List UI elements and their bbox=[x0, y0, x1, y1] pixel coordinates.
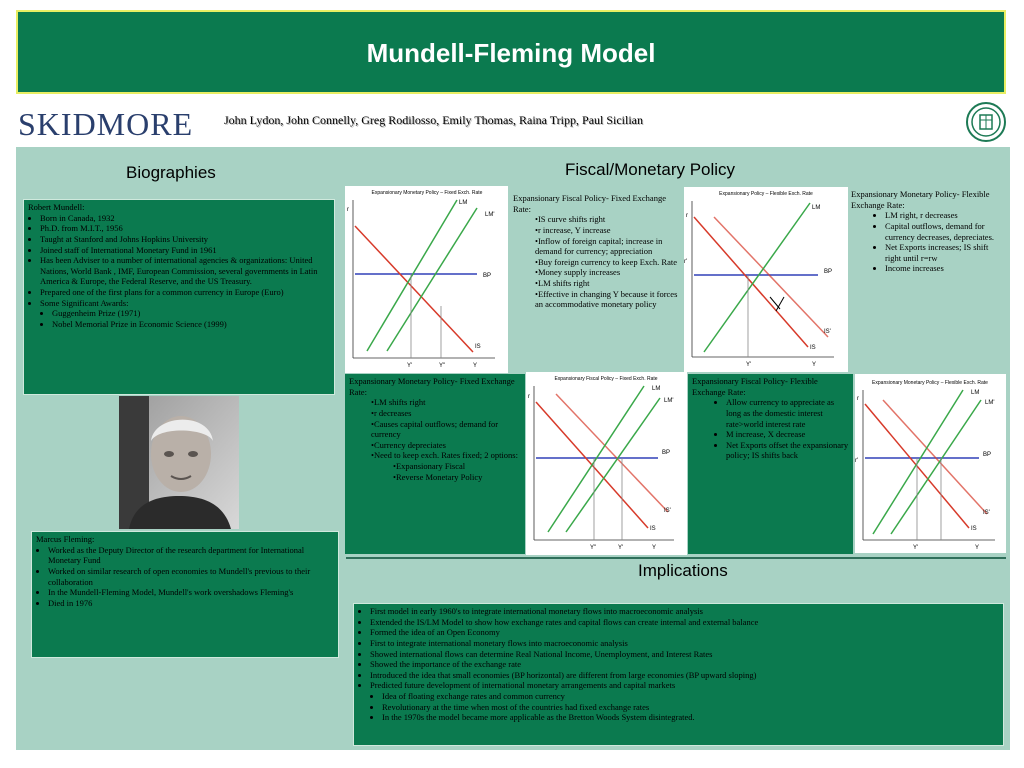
list-item: • Introduced the idea that small economies (BP horizontal) are different from large economies (BP upward sloping) bbox=[370, 670, 999, 681]
chart-label: r bbox=[857, 396, 859, 402]
chart-label: IS bbox=[810, 345, 816, 351]
chart-label: r bbox=[347, 207, 349, 213]
chart-label: r' bbox=[684, 259, 688, 265]
skidmore-logo: SKIDMORE bbox=[18, 106, 194, 142]
lm-curve bbox=[873, 390, 963, 534]
list-item: • Born in Canada, 1932 bbox=[40, 213, 330, 224]
list-item: • Capital outflows, demand for currency decreases, depreciates. bbox=[885, 221, 1006, 242]
biographies-heading: Biographies bbox=[126, 163, 216, 182]
is-shifted-curve bbox=[883, 400, 987, 514]
list-item: • Net Exports increases; IS shift right until r=rw bbox=[885, 242, 1006, 263]
list-item: • First model in early 1960's to integrate international monetary flows into macroeconomic analysis bbox=[370, 606, 999, 617]
list-item: •Buy foreign currency to keep Exch. Rate bbox=[535, 256, 677, 267]
chart-label: IS' bbox=[664, 508, 671, 514]
implications-sub-list bbox=[358, 691, 999, 723]
list-item: • Joined staff of International Monetary Fund in 1961 bbox=[40, 245, 330, 256]
chart-label: LM bbox=[459, 200, 468, 206]
fleming-bio-box bbox=[31, 531, 339, 658]
chart-label: LM' bbox=[985, 400, 995, 406]
chart-label: IS bbox=[971, 526, 977, 532]
mundell-awards-list bbox=[28, 308, 330, 329]
list-item: •IS curve shifts right bbox=[535, 214, 606, 225]
monetary-flexible-chart bbox=[855, 374, 1006, 553]
list-item: • Has been Adviser to a number of international agencies & organizations: United Nations, World Bank , IMF, European Commission, several governments in Latin America & Europe, the Federal Reserve, and the US Treasury. bbox=[40, 255, 330, 287]
chart-label: LM bbox=[652, 386, 661, 392]
list-item: • Died in 1976 bbox=[48, 598, 334, 609]
page-title: Mundell-Fleming Model bbox=[366, 38, 656, 68]
chart-label: IS' bbox=[983, 510, 990, 516]
list-item: • Predicted future development of international monetary arrangements and capital markets bbox=[370, 680, 999, 691]
fiscal-fixed-title: Expansionary Fiscal Policy- Fixed Exchange Rate: bbox=[513, 193, 666, 214]
policy-heading: Fiscal/Monetary Policy bbox=[565, 160, 736, 179]
fiscal-flexible-list bbox=[692, 397, 849, 461]
is-curve bbox=[355, 226, 473, 352]
chart-label: BP bbox=[983, 452, 992, 458]
list-item: •Need to keep exch. Rates fixed; 2 options: bbox=[371, 450, 518, 461]
lm-shifted-curve bbox=[566, 398, 660, 532]
list-item: • Guggenheim Prize (1971) bbox=[52, 308, 330, 319]
is-curve bbox=[694, 217, 808, 347]
monetary-flexible-title: Expansionary Monetary Policy- Flexible Exchange Rate: bbox=[851, 189, 990, 210]
list-item: •LM shifts right bbox=[371, 397, 426, 408]
chart-label: Y' bbox=[618, 545, 624, 551]
chart-label: IS bbox=[475, 344, 481, 350]
lm-curve bbox=[548, 386, 644, 532]
fiscal-fixed-text bbox=[513, 193, 683, 310]
chart-label: Y' bbox=[913, 545, 919, 551]
fleming-name: Marcus Fleming: bbox=[36, 534, 95, 544]
mundell-name: Robert Mundell: bbox=[28, 202, 85, 212]
chart-label: Y' bbox=[407, 363, 413, 369]
chart-label: Y bbox=[975, 545, 980, 551]
list-item: •Causes capital outflows; demand for currency bbox=[371, 418, 499, 440]
lm-shifted-curve bbox=[387, 208, 477, 351]
college-seal-icon bbox=[966, 102, 1006, 142]
chart-title: Expansionary Monetary Policy – Fixed Exch. Rate bbox=[371, 190, 483, 196]
chart-title: Expansionary Policy – Flexible Exch. Rate bbox=[719, 191, 813, 197]
chart-label: Y" bbox=[439, 363, 446, 369]
chart-label: IS' bbox=[824, 329, 831, 335]
chart-label: Y' bbox=[746, 362, 752, 368]
implications-heading: Implications bbox=[638, 561, 728, 580]
section-divider bbox=[346, 557, 1006, 559]
mundell-bio-box bbox=[23, 199, 335, 395]
title-banner bbox=[16, 10, 1006, 94]
list-item: •Reverse Monetary Policy bbox=[393, 471, 483, 482]
fleming-bio-list bbox=[36, 545, 334, 609]
monetary-fixed-chart bbox=[345, 186, 508, 373]
chart-label: BP bbox=[662, 450, 671, 456]
list-item: •Currency depreciates bbox=[371, 439, 446, 450]
list-item: • M increase, X decrease bbox=[726, 429, 849, 440]
list-item: • Some Significant Awards: bbox=[40, 298, 330, 309]
monetary-flexible-list bbox=[851, 210, 1006, 274]
list-item: • LM right, r decreases bbox=[885, 210, 1006, 221]
list-item: • Formed the idea of an Open Economy bbox=[370, 627, 999, 638]
chart-label: Y bbox=[652, 545, 657, 551]
list-item: • Idea of floating exchange rates and common currency bbox=[382, 691, 999, 702]
list-item: • Worked on similar research of open economies to Mundell's previous to their collaboration bbox=[48, 566, 334, 587]
lm-shifted-curve bbox=[891, 400, 981, 534]
chart-label: Y" bbox=[590, 545, 597, 551]
implications-list bbox=[358, 606, 999, 691]
chart-label: LM bbox=[971, 390, 980, 396]
implications-box bbox=[353, 603, 1004, 746]
chart-label: LM' bbox=[664, 398, 674, 404]
fiscal-fixed-chart bbox=[526, 372, 687, 555]
list-item: • Allow currency to appreciate as long as the domestic interest rate>world interest rate bbox=[726, 397, 849, 429]
monetary-fixed-title: Expansionary Monetary Policy- Fixed Exchange Rate: bbox=[349, 376, 515, 397]
chart-label: r bbox=[528, 394, 530, 400]
list-item: • Nobel Memorial Prize in Economic Science (1999) bbox=[52, 319, 330, 330]
list-item: • Ph.D. from M.I.T., 1956 bbox=[40, 223, 330, 234]
list-item: • Worked as the Deputy Director of the research department for International Monetary Fund bbox=[48, 545, 334, 566]
chart-label: IS bbox=[650, 526, 656, 532]
chart-label: BP bbox=[483, 273, 492, 279]
is-shifted-curve bbox=[714, 217, 828, 337]
chart-label: r bbox=[686, 213, 688, 219]
chart-label: Y bbox=[812, 362, 817, 368]
list-item: •Effective in changing Y because it forces an accommodative monetary policy bbox=[535, 288, 678, 310]
list-item: •r decreases bbox=[371, 407, 412, 418]
authors-line: John Lydon, John Connelly, Greg Rodilosso, Emily Thomas, Raina Tripp, Paul Sicilian bbox=[224, 113, 644, 127]
chart-title: Expansionary Monetary Policy – Flexible Exch. Rate bbox=[872, 380, 988, 386]
chart-label: LM' bbox=[485, 212, 495, 218]
list-item: •Expansionary Fiscal bbox=[393, 461, 466, 471]
chart-label: Y bbox=[473, 363, 478, 369]
chart-label: BP bbox=[824, 269, 833, 275]
fiscal-flexible-text bbox=[688, 374, 853, 554]
fiscal-flexible-title: Expansionary Fiscal Policy- Flexible Exchange Rate: bbox=[692, 376, 818, 397]
list-item: • In the 1970s the model became more applicable as the Bretton Woods System disintegrated. bbox=[382, 712, 999, 723]
list-item: • Revolutionary at the time when most of the countries had fixed exchange rates bbox=[382, 702, 999, 713]
list-item: • Taught at Stanford and Johns Hopkins University bbox=[40, 234, 330, 245]
list-item: •Inflow of foreign capital; increase in demand for currency; appreciation bbox=[535, 235, 663, 257]
list-item: •LM shifts right bbox=[535, 278, 590, 288]
chart-label: r' bbox=[855, 458, 859, 464]
lm-curve bbox=[367, 200, 457, 351]
list-item: • Prepared one of the first plans for a common currency in Europe (Euro) bbox=[40, 287, 330, 298]
lm-curve bbox=[704, 203, 810, 352]
list-item: • In the Mundell-Fleming Model, Mundell's work overshadows Fleming's bbox=[48, 587, 334, 598]
chart-title: Expansionary Fiscal Policy – Fixed Exch. Rate bbox=[554, 376, 658, 382]
monetary-flexible-text bbox=[851, 189, 1006, 274]
chart-label: LM bbox=[812, 205, 821, 211]
list-item: • Showed the importance of the exchange rate bbox=[370, 659, 999, 670]
monetary-fixed-text bbox=[345, 374, 525, 554]
flexible-chart bbox=[684, 187, 848, 372]
list-item: • Showed international flows can determine Real National Income, Unemployment, and Interest Rates bbox=[370, 649, 999, 660]
list-item: • Extended the IS/LM Model to show how exchange rates and capital flows can create internal and external balance bbox=[370, 617, 999, 628]
list-item: • Income increases bbox=[885, 263, 1006, 274]
list-item: • Net Exports offset the expansionary policy; IS shifts back bbox=[726, 440, 849, 461]
list-item: •r increase, Y increase bbox=[535, 224, 611, 235]
mundell-bio-list bbox=[28, 213, 330, 309]
list-item: •Money supply increases bbox=[535, 267, 621, 278]
list-item: • First to integrate international monetary flows into macroeconomic analysis bbox=[370, 638, 999, 649]
mundell-portrait-photo bbox=[119, 396, 239, 529]
